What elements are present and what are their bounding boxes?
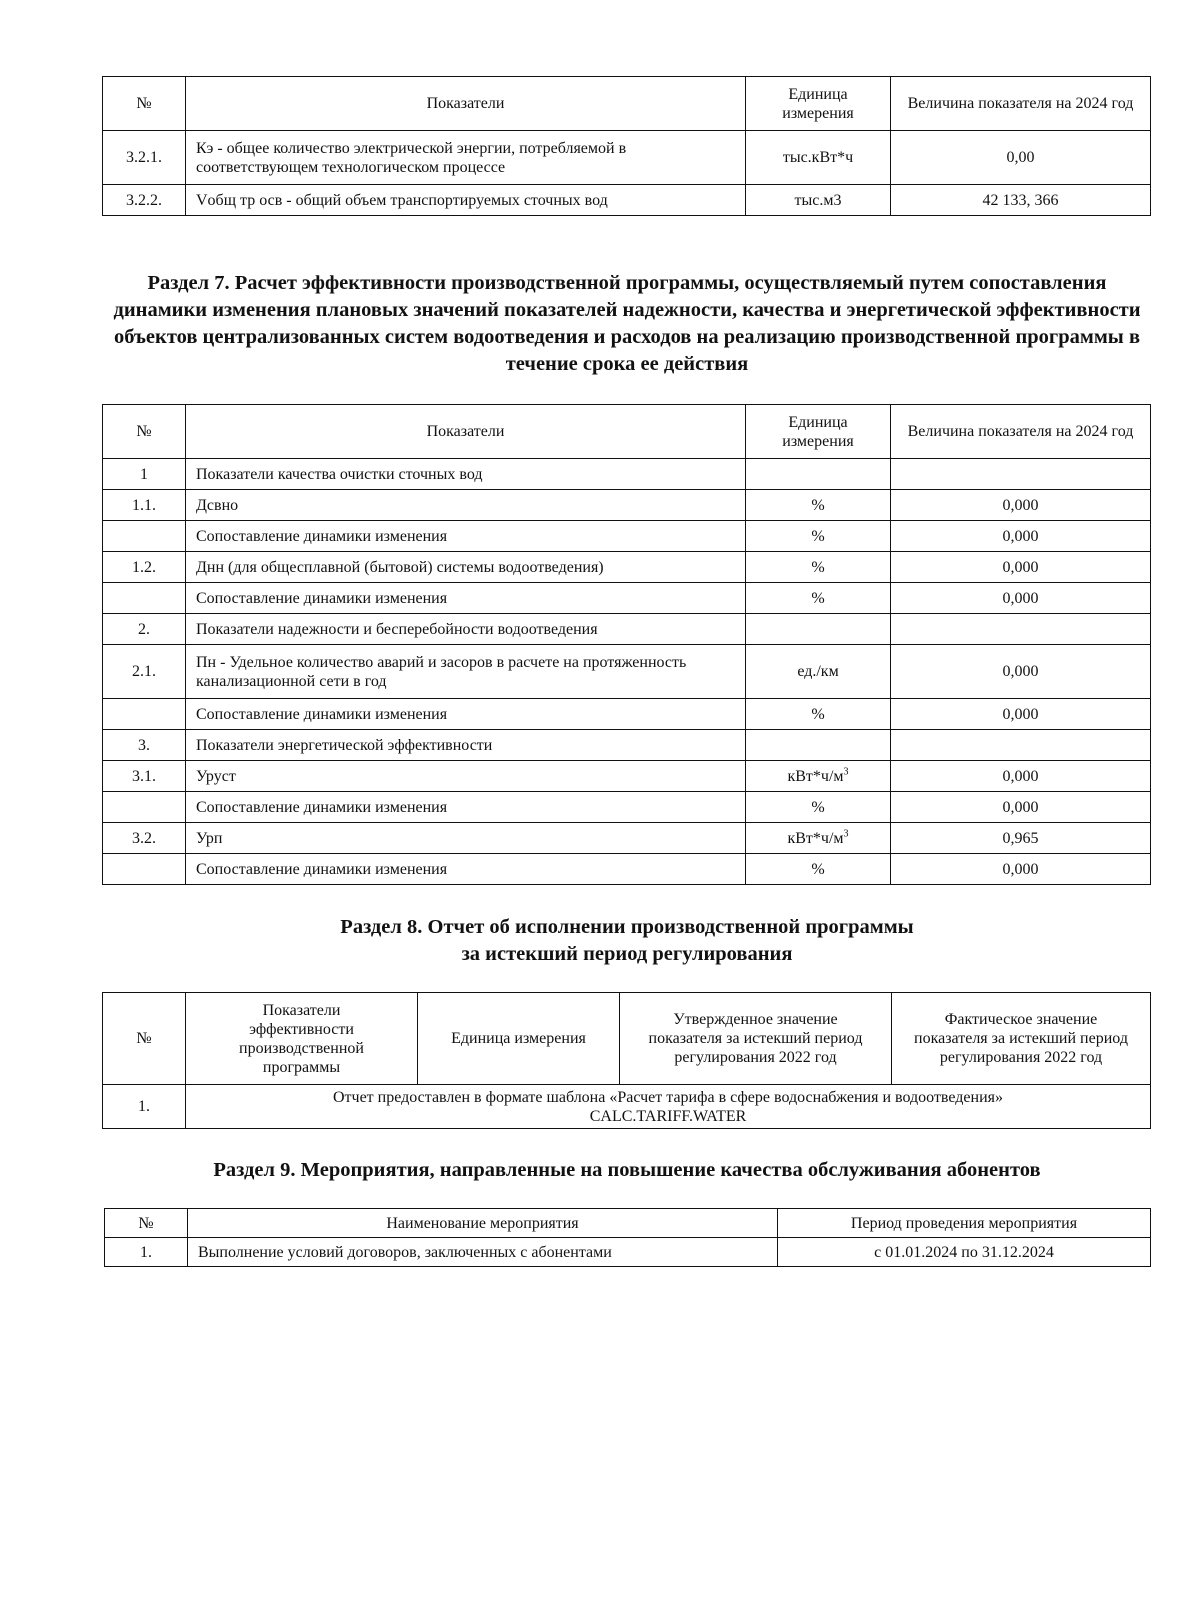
unit-superscript: 3 bbox=[843, 766, 849, 778]
row-num: 1. bbox=[103, 1085, 186, 1129]
col-num-header: № bbox=[105, 1209, 188, 1238]
row-value: 0,00 bbox=[891, 131, 1151, 185]
col-unit-header: Единица измерения bbox=[418, 993, 620, 1085]
col-num-header: № bbox=[103, 405, 186, 459]
section8-title bbox=[112, 914, 1142, 968]
section8-title-line2: за истекший период регулирования bbox=[461, 943, 793, 965]
row-value: 0,965 bbox=[891, 823, 1151, 854]
row-unit bbox=[746, 823, 891, 854]
row-value bbox=[891, 459, 1151, 490]
row-value: 0,000 bbox=[891, 552, 1151, 583]
col-name-header: Наименование мероприятия bbox=[188, 1209, 778, 1238]
report-note-text: Отчет предоставлен в формате шаблона «Расчет тарифа в сфере водоснабжения и водоотведения» bbox=[332, 1088, 1004, 1106]
row-num: 3.2. bbox=[103, 823, 186, 854]
row-indicator: Сопоставление динамики изменения bbox=[186, 521, 746, 552]
section8-table bbox=[102, 992, 1151, 1129]
row-num: 2.1. bbox=[103, 645, 186, 699]
section9-title: Раздел 9. Мероприятия, направленные на повышение качества обслуживания абонентов bbox=[213, 1159, 1041, 1181]
row-value: 0,000 bbox=[891, 490, 1151, 521]
row-unit bbox=[746, 459, 891, 490]
col-indicators-header: Показатели эффективности производственной программы bbox=[186, 993, 418, 1085]
col-actual-header: Фактическое значение показателя за истекший период регулирования 2022 год bbox=[892, 993, 1151, 1085]
table-row bbox=[103, 521, 1151, 552]
row-indicator: Показатели энергетической эффективности bbox=[186, 730, 746, 761]
row-num bbox=[103, 699, 186, 730]
table-row bbox=[103, 614, 1151, 645]
row-unit: % bbox=[746, 552, 891, 583]
row-num bbox=[103, 583, 186, 614]
row-unit: % bbox=[746, 490, 891, 521]
row-num: 1.2. bbox=[103, 552, 186, 583]
table-row bbox=[103, 583, 1151, 614]
row-period: с 01.01.2024 по 31.12.2024 bbox=[778, 1238, 1151, 1267]
row-name: Выполнение условий договоров, заключенных с абонентами bbox=[188, 1238, 778, 1267]
row-value: 0,000 bbox=[891, 854, 1151, 885]
row-value: 0,000 bbox=[891, 761, 1151, 792]
row-indicator: Сопоставление динамики изменения bbox=[186, 583, 746, 614]
table-row bbox=[103, 1085, 1151, 1129]
row-unit: % bbox=[746, 583, 891, 614]
row-indicator: Показатели качества очистки сточных вод bbox=[186, 459, 746, 490]
section9-table bbox=[104, 1208, 1151, 1267]
row-unit: % bbox=[746, 521, 891, 552]
row-indicator: Показатели надежности и бесперебойности водоотведения bbox=[186, 614, 746, 645]
row-value: 0,000 bbox=[891, 645, 1151, 699]
table-row bbox=[105, 1238, 1151, 1267]
unit-text: кВт*ч/м bbox=[787, 829, 844, 847]
row-num: 3. bbox=[103, 730, 186, 761]
section7-table bbox=[102, 404, 1151, 885]
row-unit bbox=[746, 761, 891, 792]
unit-text: кВт*ч/м bbox=[787, 767, 844, 785]
row-num: 1. bbox=[105, 1238, 188, 1267]
row-unit: % bbox=[746, 699, 891, 730]
col-num-header: № bbox=[103, 993, 186, 1085]
row-indicator: Кэ - общее количество электрической энергии, потребляемой в соответствующем технологическом процессе bbox=[186, 131, 746, 185]
row-value bbox=[891, 730, 1151, 761]
table-row bbox=[103, 131, 1151, 185]
row-value: 0,000 bbox=[891, 521, 1151, 552]
table-row bbox=[103, 185, 1151, 216]
table-row bbox=[103, 761, 1151, 792]
table-row bbox=[103, 730, 1151, 761]
row-value: 0,000 bbox=[891, 792, 1151, 823]
row-num bbox=[103, 854, 186, 885]
row-indicator: Vобщ тр осв - общий объем транспортируемых сточных вод bbox=[186, 185, 746, 216]
row-value: 42 133, 366 bbox=[891, 185, 1151, 216]
col-indicator-header: Показатели bbox=[186, 405, 746, 459]
col-num-header: № bbox=[103, 77, 186, 131]
row-indicator: Днн (для общесплавной (бытовой) системы водоотведения) bbox=[186, 552, 746, 583]
row-num: 2. bbox=[103, 614, 186, 645]
table-row bbox=[103, 490, 1151, 521]
unit-superscript: 3 bbox=[843, 828, 849, 840]
table-row bbox=[103, 552, 1151, 583]
report-template-code: CALC.TARIFF.WATER bbox=[589, 1107, 747, 1125]
row-num: 3.2.2. bbox=[103, 185, 186, 216]
table-row bbox=[103, 699, 1151, 730]
row-indicator: Дсвно bbox=[186, 490, 746, 521]
row-value: 0,000 bbox=[891, 583, 1151, 614]
col-period-header: Период проведения мероприятия bbox=[778, 1209, 1151, 1238]
row-num: 3.2.1. bbox=[103, 131, 186, 185]
row-indicator: Пн - Удельное количество аварий и засоров в расчете на протяженность канализационной сети в год bbox=[186, 645, 746, 699]
col-unit-header: Единица измерения bbox=[746, 77, 891, 131]
row-unit: ед./км bbox=[746, 645, 891, 699]
row-num: 3.1. bbox=[103, 761, 186, 792]
row-unit: тыс.м3 bbox=[746, 185, 891, 216]
row-unit: % bbox=[746, 792, 891, 823]
table-row bbox=[103, 459, 1151, 490]
table-row bbox=[103, 854, 1151, 885]
col-unit-header: Единица измерения bbox=[746, 405, 891, 459]
row-unit bbox=[746, 730, 891, 761]
row-unit: тыс.кВт*ч bbox=[746, 131, 891, 185]
report-note bbox=[186, 1085, 1151, 1129]
row-num bbox=[103, 521, 186, 552]
col-value-header: Величина показателя на 2024 год bbox=[891, 405, 1151, 459]
table-row bbox=[103, 792, 1151, 823]
top-table bbox=[102, 76, 1151, 216]
section8-title-line1: Раздел 8. Отчет об исполнении производственной программы bbox=[340, 916, 914, 938]
row-indicator: Уруст bbox=[186, 761, 746, 792]
row-unit bbox=[746, 614, 891, 645]
section7-title: Раздел 7. Расчет эффективности производственной программы, осуществляемый путем сопоставления динамики изменения плановых значений показателей надежности, качества и энергетической эффективности объектов централизованных систем водоотведения и расходов на реализацию производственной программы в течение срока ее действия bbox=[113, 272, 1141, 375]
row-indicator: Сопоставление динамики изменения bbox=[186, 854, 746, 885]
row-num: 1.1. bbox=[103, 490, 186, 521]
row-indicator: Сопоставление динамики изменения bbox=[186, 792, 746, 823]
row-num bbox=[103, 792, 186, 823]
row-value: 0,000 bbox=[891, 699, 1151, 730]
row-value bbox=[891, 614, 1151, 645]
row-indicator: Урп bbox=[186, 823, 746, 854]
row-unit: % bbox=[746, 854, 891, 885]
row-num: 1 bbox=[103, 459, 186, 490]
col-value-header: Величина показателя на 2024 год bbox=[891, 77, 1151, 131]
row-indicator: Сопоставление динамики изменения bbox=[186, 699, 746, 730]
table-row bbox=[103, 645, 1151, 699]
col-approved-header: Утвержденное значение показателя за истекший период регулирования 2022 год bbox=[620, 993, 892, 1085]
col-indicator-header: Показатели bbox=[186, 77, 746, 131]
table-row bbox=[103, 823, 1151, 854]
